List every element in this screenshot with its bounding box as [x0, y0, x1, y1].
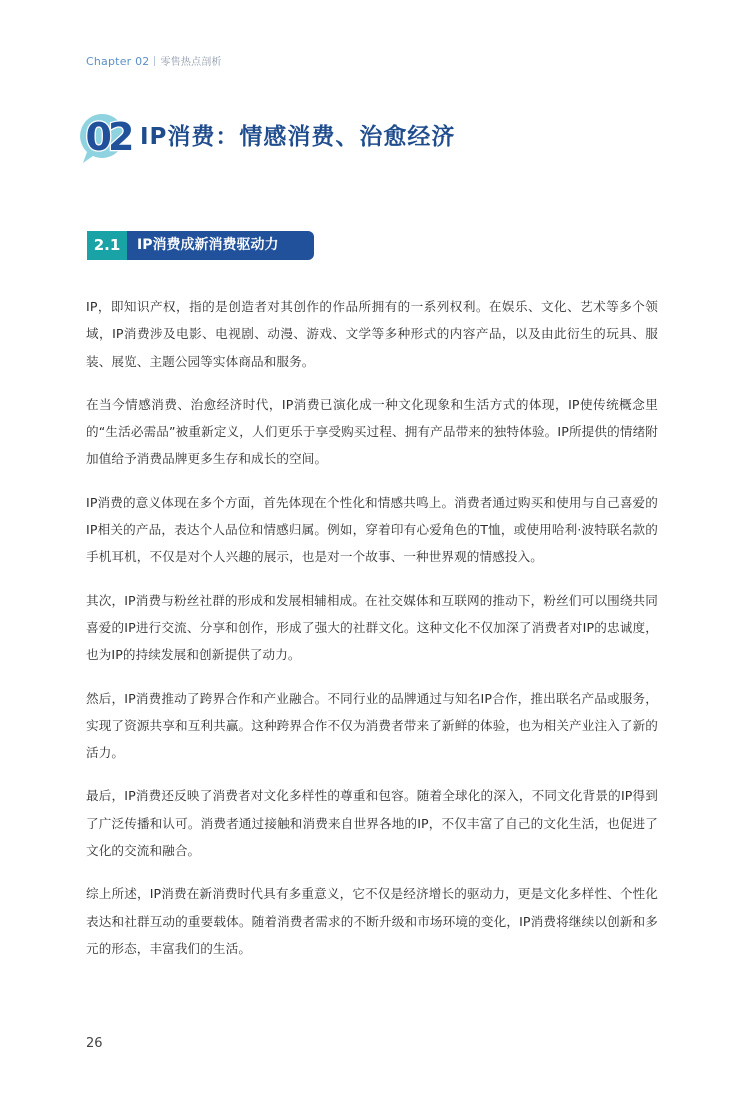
chapter-number-badge: [77, 106, 137, 166]
header-subtitle: 零售热点剖析: [160, 57, 222, 68]
section-number: 2.1: [87, 231, 127, 260]
page-number: 26: [86, 1036, 103, 1051]
header-divider: [154, 56, 155, 66]
header-chapter: Chapter 02: [86, 55, 150, 68]
body-text: [86, 293, 658, 978]
paragraph: 综上所述，IP消费在新消费时代具有多重意义，它不仅是经济增长的驱动力，更是文化多样性、个性化表达和社群互动的重要载体。随着消费者需求的不断升级和市场环境的变化，IP消费将继续以创新和多元的形态，丰富我们的生活。: [86, 886, 658, 956]
paragraph: 其次，IP消费与粉丝社群的形成和发展相辅相成。在社交媒体和互联网的推动下，粉丝们可以围绕共同喜爱的IP进行交流、分享和创作，形成了强大的社群文化。这种文化不仅加深了消费者对IP的忠诚度，也为IP的持续发展和创新提供了动力。: [86, 592, 658, 663]
section-title: IP消费成新消费驱动力: [137, 237, 279, 253]
paragraph: 在当今情感消费、治愈经济时代，IP消费已演化成一种文化现象和生活方式的体现，IP使传统概念里的“生活必需品”被重新定义，人们更乐于享受购买过程、拥有产品带来的独特体验。IP所提供的情绪附加值给予消费品牌更多生存和成长的空间。: [86, 396, 658, 467]
paragraph: 然后，IP消费推动了跨界合作和产业融合。不同行业的品牌通过与知名IP合作，推出联名产品或服务，实现了资源共享和互利共赢。这种跨界合作不仅为消费者带来了新鲜的体验，也为相关产业注入了新的活力。: [86, 690, 658, 761]
paragraph: IP，即知识产权，指的是创造者对其创作的作品所拥有的一系列权利。在娱乐、文化、艺术等多个领域，IP消费涉及电影、电视剧、动漫、游戏、文学等多种形式的内容产品，以及由此衍生的玩具、服装、展览、主题公园等实体商品和服务。: [86, 299, 658, 369]
section-heading: [87, 231, 314, 260]
running-header: [86, 53, 222, 68]
chapter-title: IP消费：情感消费、治愈经济: [140, 124, 456, 150]
chapter-number: 02: [85, 115, 131, 159]
paragraph: IP消费的意义体现在多个方面，首先体现在个性化和情感共鸣上。消费者通过购买和使用与自己喜爱的IP相关的产品，表达个人品位和情感归属。例如，穿着印有心爱角色的T恤，或使用哈利·波特联名款的手机耳机，不仅是对个人兴趣的展示，也是对一个故事、一种世界观的情感投入。: [86, 494, 658, 565]
paragraph: 最后，IP消费还反映了消费者对文化多样性的尊重和包容。随着全球化的深入，不同文化背景的IP得到了广泛传播和认可。消费者通过接触和消费来自世界各地的IP，不仅丰富了自己的文化生活，也促进了文化的交流和融合。: [86, 788, 658, 859]
